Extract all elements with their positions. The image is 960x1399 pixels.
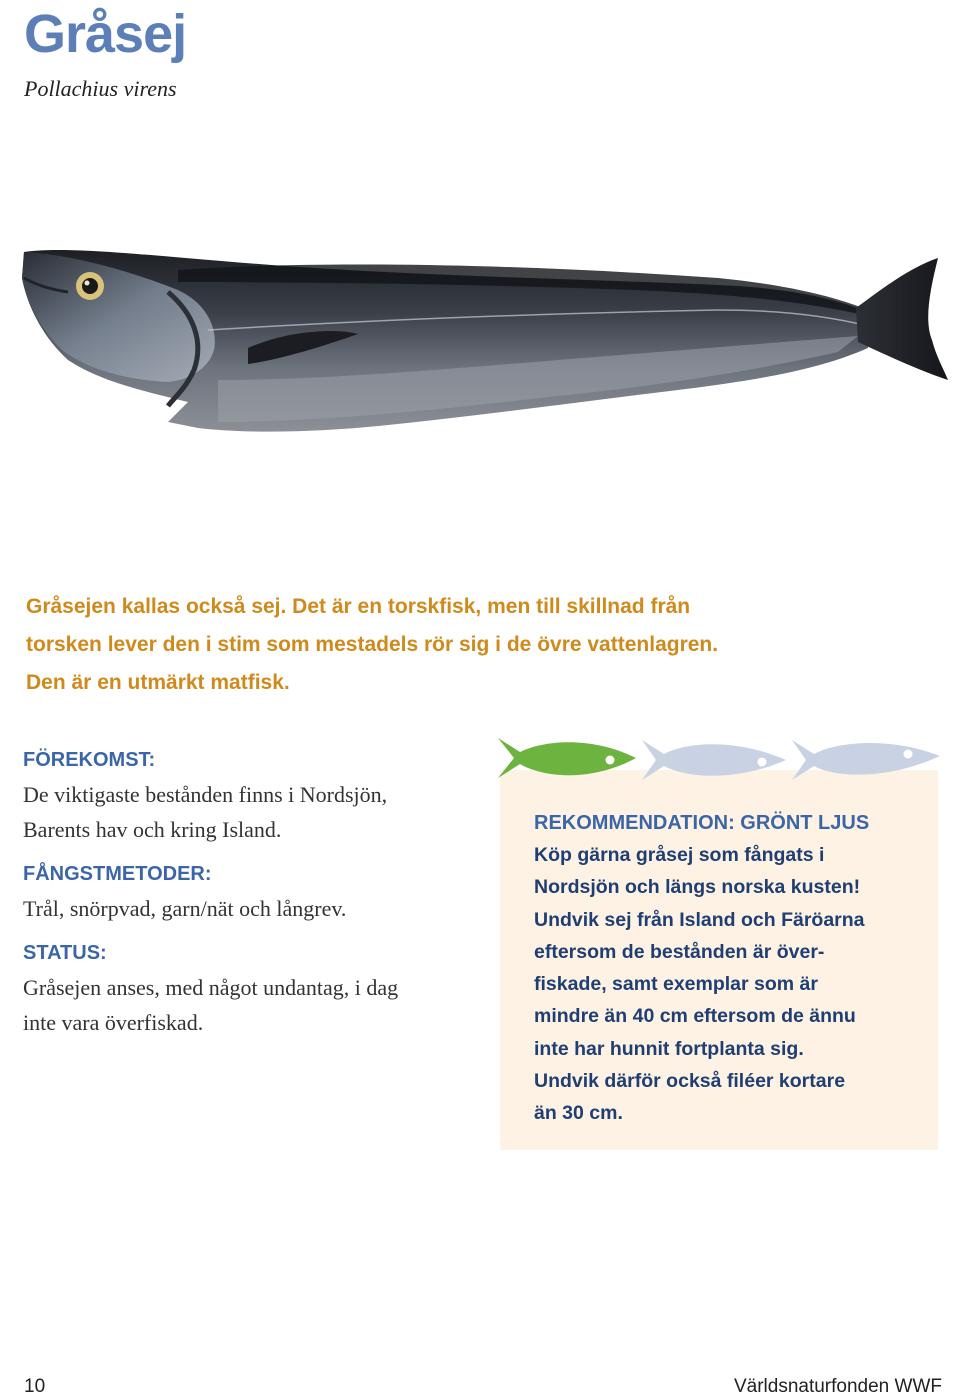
grey-fish-icon	[792, 740, 940, 780]
intro-line: Den är en utmärkt matfisk.	[26, 671, 290, 694]
saithe-fish-image	[18, 230, 952, 460]
recommendation-line: Nordsjön och längs norska kusten!	[534, 876, 861, 899]
green-fish-icon	[498, 738, 636, 778]
forekomst-heading: FÖREKOMST:	[23, 749, 156, 771]
rating-fish-row	[496, 734, 942, 784]
recommendation-line: inte har hunnit fortplanta sig.	[534, 1037, 804, 1060]
recommendation-line: Köp gärna gråsej som fångats i	[534, 844, 825, 866]
facts-column	[23, 745, 473, 1052]
status-line: inte vara överfiskad.	[23, 1010, 204, 1035]
forekomst-line: De viktigaste bestånden finns i Nordsjön,	[23, 782, 388, 807]
latin-name: Pollachius virens	[24, 76, 177, 101]
footer-organization: Världsnaturfonden WWF	[733, 1376, 942, 1397]
recommendation-heading: REKOMMENDATION: GRÖNT LJUS	[534, 812, 870, 834]
intro-line: Gråsejen kallas också sej. Det är en torskfisk, men till skillnad från	[26, 595, 691, 618]
recommendation-line: Undvik sej från Island och Färöarna	[534, 908, 865, 931]
intro-line: torsken lever den i stim som mestadels rör sig i de övre vattenlagren.	[26, 633, 719, 656]
page-title: Gråsej	[24, 4, 187, 64]
grey-fish-icon	[642, 740, 786, 780]
fangstmetoder-line: Trål, snörpvad, garn/nät och långrev.	[23, 896, 347, 921]
recommendation-line: mindre än 40 cm eftersom de ännu	[534, 1005, 856, 1028]
recommendation-text	[534, 808, 934, 1130]
recommendation-body	[534, 839, 934, 1130]
recommendation-line: Undvik därför också filéer kortare	[534, 1070, 846, 1093]
recommendation-line: fiskade, samt exemplar som är	[534, 973, 818, 996]
fangstmetoder-text	[23, 891, 473, 926]
recommendation-line: eftersom de bestånden är över-	[534, 940, 825, 963]
forekomst-line: Barents hav och kring Island.	[23, 817, 282, 842]
intro-paragraph	[26, 588, 826, 702]
status-text	[23, 970, 473, 1040]
forekomst-text	[23, 777, 473, 847]
recommendation-line: än 30 cm.	[534, 1102, 623, 1125]
status-line: Gråsejen anses, med något undantag, i dag	[23, 975, 399, 1000]
fangstmetoder-heading: FÅNGSTMETODER:	[23, 863, 212, 885]
status-heading: STATUS:	[23, 942, 107, 964]
page-number: 10	[24, 1376, 46, 1397]
